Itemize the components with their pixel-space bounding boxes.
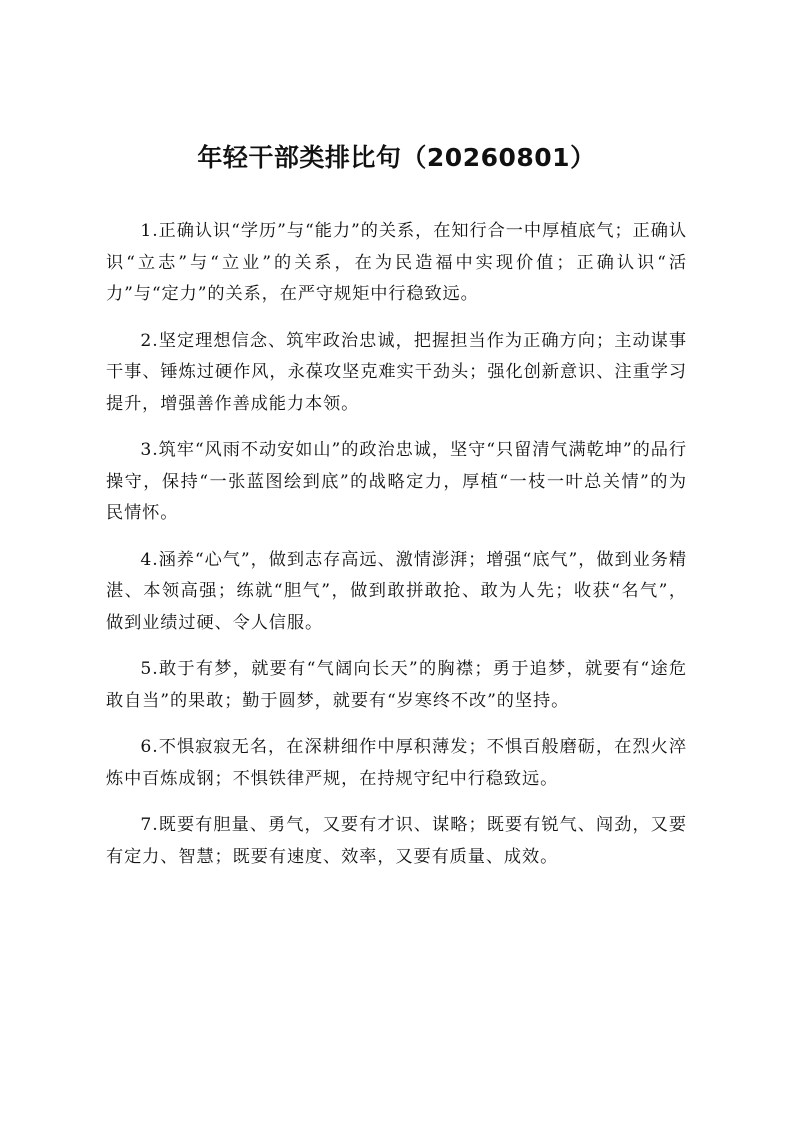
document-title: 年轻干部类排比句（20260801）: [197, 143, 596, 172]
paragraph-4: 4.涵养“心气”，做到志存高远、激情澎湃；增强“底气”，做到业务精湛、本领高强；练就“胆气”，做到敢拼敢抢、敢为人先；收获“名气”，做到业绩过硬、令人信服。: [106, 549, 687, 633]
document-body: [106, 216, 687, 873]
paragraph-6: 6.不惧寂寂无名，在深耕细作中厚积薄发；不惧百般磨砺，在烈火淬炼中百炼成钢；不惧铁律严规，在持规守纪中行稳致远。: [106, 737, 687, 789]
paragraph-5: 5.敢于有梦，就要有“气阔向长天”的胸襟；勇于追梦，就要有“途危敢自当”的果敢；勤于圆梦，就要有“岁寒终不改”的坚持。: [106, 659, 687, 711]
paragraph-3: 3.筑牢“风雨不动安如山”的政治忠诚，坚守“只留清气满乾坤”的品行操守，保持“一张蓝图绘到底”的战略定力，厚植“一枝一叶总关情”的为民情怀。: [106, 440, 687, 523]
paragraph-1: 1.正确认识“学历”与“能力”的关系，在知行合一中厚植底气；正确认识“立志”与“立业”的关系，在为民造福中实现价值；正确认识“活力”与“定力”的关系，在严守规矩中行稳致远。: [106, 221, 687, 304]
paragraph-7: 7.既要有胆量、勇气，又要有才识、谋略；既要有锐气、闯劲，又要有定力、智慧；既要有速度、效率，又要有质量、成效。: [106, 815, 687, 867]
paragraph-2: 2.坚定理想信念、筑牢政治忠诚，把握担当作为正确方向；主动谋事干事、锤炼过硬作风，永葆攻坚克难实干劲头；强化创新意识、注重学习提升，增强善作善成能力本领。: [106, 330, 687, 414]
